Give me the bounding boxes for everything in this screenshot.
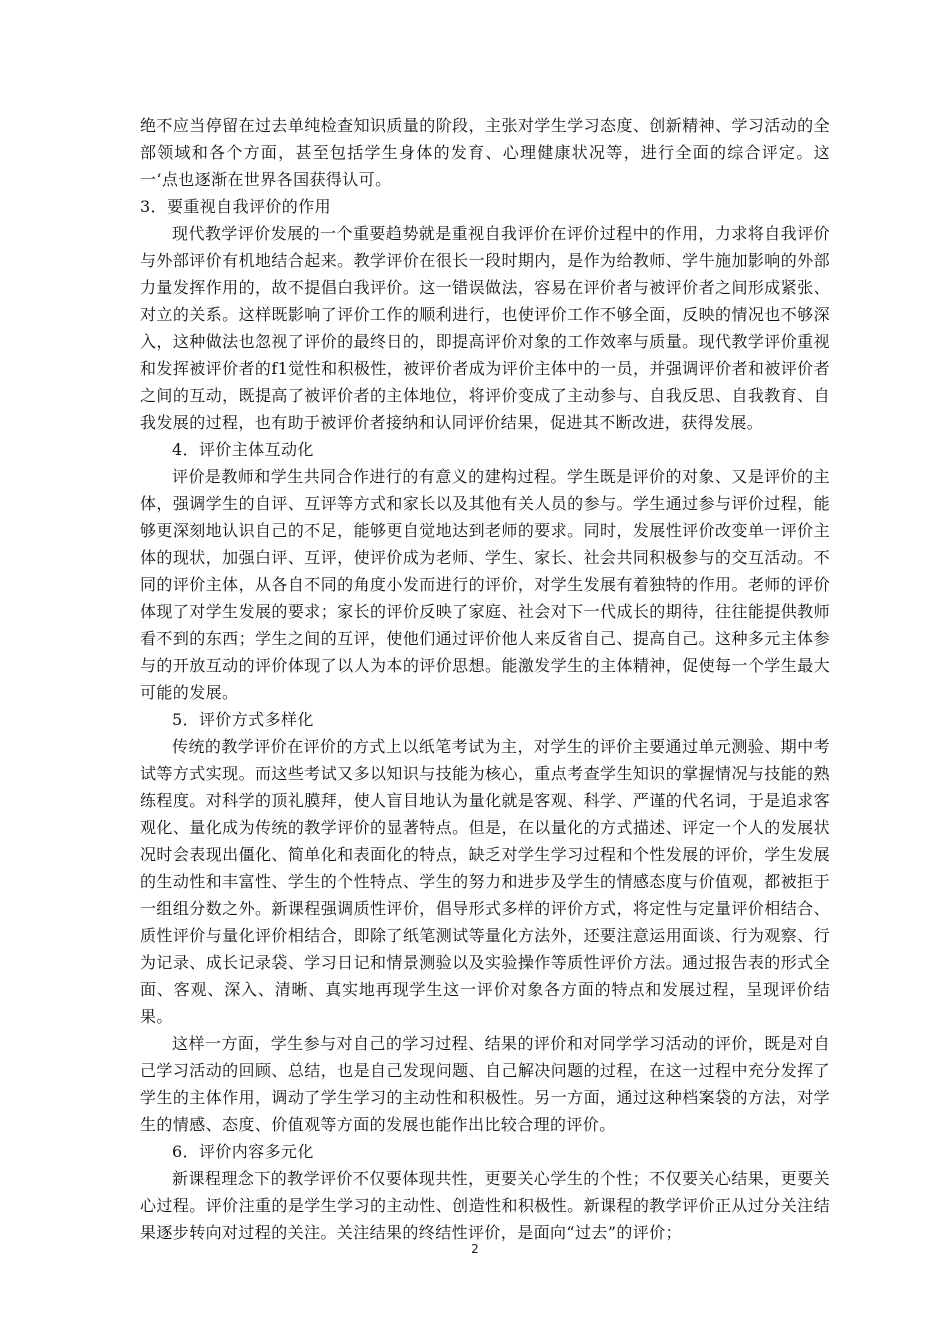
paragraph: 现代教学评价发展的一个重要趋势就是重视自我评价在评价过程中的作用，力求将自我评价与外部评价有机地结合起来。教学评价在很长一段时期内，是作为给教师、学牛施加影响的外部力量发挥作用的，故不提倡白我评价。这一错误做法，容易在评价者与被评价者之间形成紧张、对立的关系。这样既影响了评价工作的顺利进行，也使评价工作不够全面，反映的情况也不够深入，这种做法也忽视了评价的最终日的，即提高评价对象的工作效率与质量。现代教学评价重视和发挥被评价者的f1觉性和积极性，被评价者成为评价主体中的一员，并强调评价者和被评价者之间的互动，既提高了被评价者的主体地位，将评价变成了主动参与、自我反思、自我教育、自我发展的过程，也有助于被评价者接纳和认同评价结果，促进其不断改进，获得发展。 bbox=[140, 224, 830, 432]
paragraph: 传统的教学评价在评价的方式上以纸笔考试为主，对学生的评价主要通过单元测验、期中考试等方式实现。而这些考试又多以知识与技能为核心，重点考查学生知识的掌握情况与技能的熟练程度。对科学的顶礼膜拜，使人盲目地认为量化就是客观、科学、严谨的代名词，于是追求客观化、量化成为传统的教学评价的显著特点。但是，在以量化的方式描述、评定一个人的发展状况时会表现出僵化、简单化和表面化的特点，缺乏对学生学习过程和个性发展的评价，学生发展的生动性和丰富性、学生的个性特点、学生的努力和进步及学生的情感态度与价值观，都被拒于一组组分数之外。新课程强调质性评价，倡导形式多样的评价方式，将定性与定量评价相结合、质性评价与量化评价相结合，即除了纸笔测试等量化方法外，还要注意运用面谈、行为观察、行为记录、成长记录袋、学习日记和情景测验以及实验操作等质性评价方法。通过报告表的形式全面、客观、深入、清晰、真实地再现学生这一评价对象各方面的特点和发展过程，呈现评价结果。 bbox=[140, 737, 830, 1026]
section-heading: 6．评价内容多元化 bbox=[172, 1142, 314, 1161]
section-heading: 4．评价主体互动化 bbox=[172, 440, 314, 459]
paragraph: 这样一方面，学生参与对自己的学习过程、结果的评价和对同学学习活动的评价，既是对自己学习活动的回顾、总结，也是自己发现问题、自己解决问题的过程，在这一过程中充分发挥了学生的主体作用，调动了学生学习的主动性和积极性。另一方面，通过这种档案袋的方法，对学生的情感、态度、价值观等方面的发展也能作出比较合理的评价。 bbox=[140, 1034, 830, 1134]
paragraph: 新课程理念下的教学评价不仅要体现共性，更要关心学生的个性；不仅要关心结果，更要关心过程。评价注重的是学生学习的主动性、创造性和积极性。新课程的教学评价正从过分关注结果逐步转向对过程的关注。关注结果的终结性评价，是面向“过去”的评价； bbox=[140, 1169, 830, 1242]
page-number: 2 bbox=[471, 1242, 479, 1256]
paragraph: 评价是教师和学生共同合作进行的有意义的建构过程。学生既是评价的对象、又是评价的主体，强调学生的自评、互评等方式和家长以及其他有关人员的参与。学生通过参与评价过程，能够更深刻地认识自己的不足，能够更自觉地达到老师的要求。同时，发展性评价改变单一评价主体的现状，加强白评、互评，使评价成为老师、学生、家长、社会共同积极参与的交互活动。不同的评价主体，从各自不同的角度小发而进行的评价，对学生发展有着独特的作用。老师的评价体现了对学生发展的要求；家长的评价反映了家庭、社会对下一代成长的期待，往往能提供教师看不到的东西；学生之间的互评，使他们通过评价他人来反省自己、提高自己。这种多元主体参与的开放互动的评价体现了以人为本的评价思想。能激发学生的主体精神，促使每一个学生最大可能的发展。 bbox=[140, 467, 830, 702]
section-heading: 3．要重视自我评价的作用 bbox=[140, 197, 331, 216]
section-heading: 5．评价方式多样化 bbox=[172, 710, 314, 729]
paragraph: 绝不应当停留在过去单纯检查知识质量的阶段，主张对学生学习态度、创新精神、学习活动的全部领域和各个方面，甚至包括学生身体的发育、心理健康状况等，进行全面的综合评定。这一‘点也逐渐在世界各国获得认可。 bbox=[140, 116, 830, 189]
document-body bbox=[140, 112, 830, 1246]
